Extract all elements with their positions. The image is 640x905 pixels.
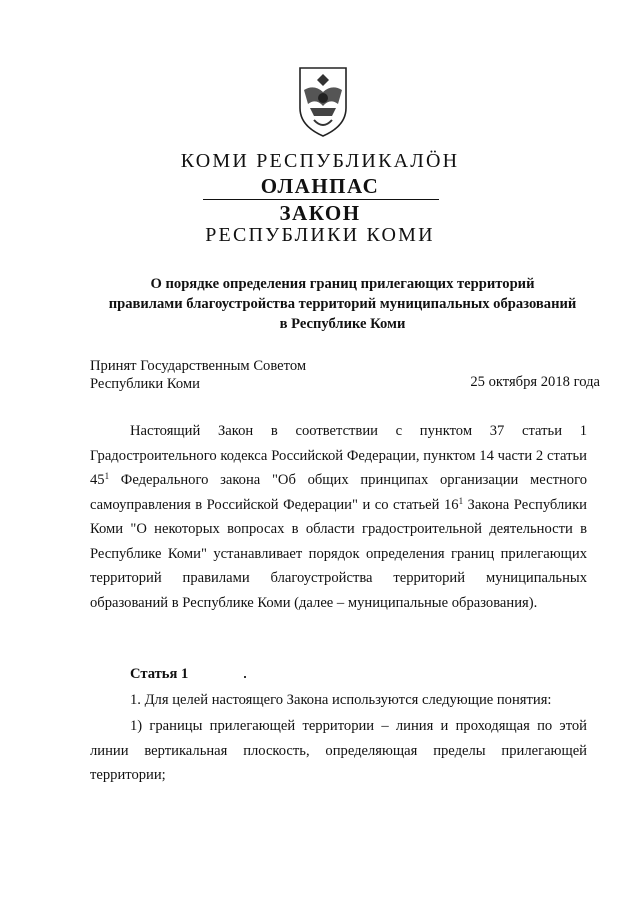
law-subject-title (90, 274, 595, 334)
stray-dot (244, 676, 246, 678)
definition-item: 1) границы прилегающей территории – линия и проходящая по этой линии вертикальная плоскость, определяющая пределы прилегающей территории; (90, 718, 587, 783)
superscript: 1 (104, 471, 110, 481)
adoption-statement (90, 357, 306, 393)
republic-name-russian: РЕСПУБЛИКИ КОМИ (205, 224, 435, 246)
preamble-text: Закона Республики Коми "О некоторых вопросах в области градостроительной деятельности в Республике Коми" устанавливает порядок определения границ прилегающих территорий правилами благоустройства территорий муниципальных образований в Республике Коми (далее – муниципальные образования). (90, 496, 587, 611)
title-line: О порядке определения границ прилегающих территорий (150, 276, 535, 292)
republic-name-komi: КОМИ РЕСПУБЛИКАЛÖН (180, 150, 460, 172)
title-line: правилами благоустройства территорий муниципальных образований (108, 296, 577, 312)
superscript: 1 (458, 495, 464, 506)
adoption-date: 25 октября 2018 года (470, 374, 600, 390)
law-title: ЗАКОН (279, 201, 361, 225)
header-divider (203, 199, 439, 200)
coat-of-arms-emblem (296, 64, 350, 138)
preamble-paragraph (90, 419, 587, 615)
preamble-text: Федерального закона "Об общих принципах организации местного самоуправления в Российской Федерации" и со статьей 16 (90, 472, 587, 513)
title-line: в Республике Коми (279, 316, 406, 332)
article-heading: Статья 1 (130, 666, 189, 682)
adoption-line: Принят Государственным Советом (90, 358, 307, 374)
olanpas-title: ОЛАНПАС (260, 174, 380, 198)
clause-paragraph: 1. Для целей настоящего Закона используются следующие понятия: (130, 692, 552, 708)
adoption-line: Республики Коми (90, 376, 200, 392)
preamble-text: Настоящий Закон в соответствии с пунктом 37 статьи 1 Градостроительного кодекса Российской Федерации, пунктом 14 части 2 статьи 45 (90, 423, 587, 488)
